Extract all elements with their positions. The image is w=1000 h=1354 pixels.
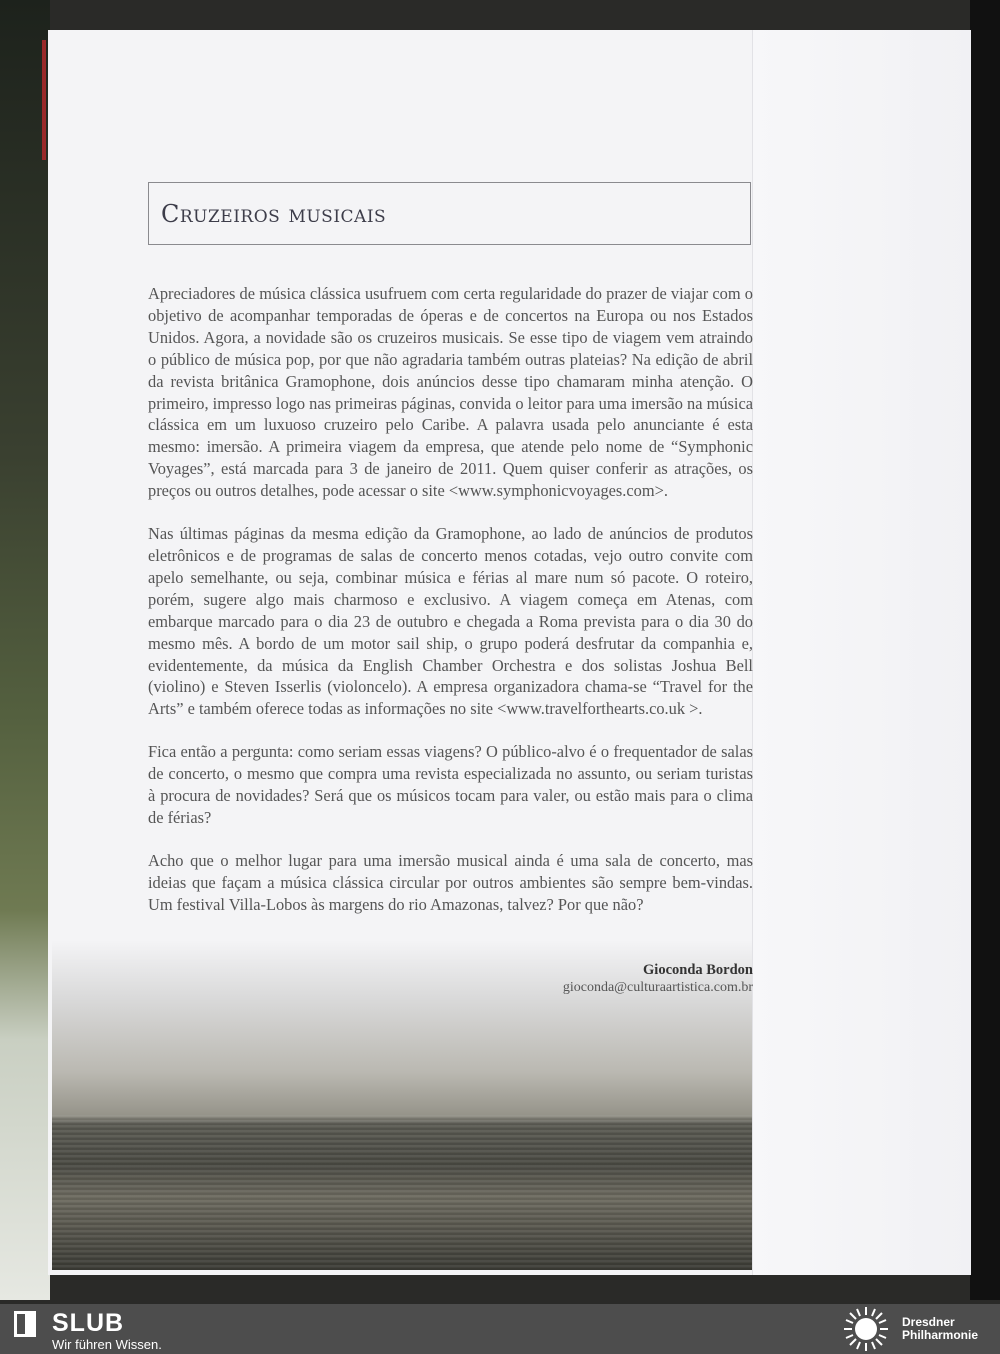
article-body <box>148 283 753 937</box>
left-page-edge <box>0 0 50 1300</box>
slub-logo-icon <box>14 1311 36 1337</box>
paragraph-4: Acho que o melhor lugar para uma imersão musical ainda é uma sala de concerto, mas ideias que façam a música clássica circular por outros ambientes são sempre bem-vindas. Um festival Villa-Lobos às margens do rio Amazonas, talvez? Por que não? <box>148 850 753 914</box>
partner-name[interactable] <box>902 1316 978 1342</box>
partner-name-line1: Dresdner <box>902 1315 955 1329</box>
slub-tagline: Wir führen Wissen. <box>52 1337 162 1352</box>
partner-name-line2: Philharmonie <box>902 1328 979 1342</box>
paragraph-2: Nas últimas páginas da mesma edição da Gramophone, ao lado de anúncios de produtos eletrônicos e de programas de salas de concerto menos cotadas, vejo outro convite com apelo semelhante, ou seja, combinar música e férias al mare num só pacote. O roteiro, porém, sugere algo mais charmoso e exclusivo. A viagem começa em Atenas, com embarque marcado para o dia 23 de outubro e chegada a Roma prevista para o dia 30 do mesmo mês. A bordo de um motor sail ship, o grupo poderá desfrutar da companhia e, evidentemente, da música da English Chamber Orchestra e dos solistas Joshua Bell (violino) e Steven Isserlis (violoncelo). A empresa organizadora chama-se “Travel for the Arts” e também oferece todas as informações no site <www.travelforthearts.co.uk >. <box>148 524 753 719</box>
slub-name[interactable]: SLUB <box>52 1309 125 1337</box>
author-email: gioconda@culturaartistica.com.br <box>562 980 753 995</box>
page-fold <box>752 30 971 1275</box>
article-title: Cruzeiros musicais <box>161 199 387 228</box>
author-name: Gioconda Bordon <box>643 962 753 978</box>
paragraph-3: Fica então a pergunta: como seriam essas viagens? O público-alvo é o frequentador de salas de concerto, o mesmo que compra uma revista especializada no assunto, ou seriam turistas à procura de novidades? Será que os músicos tocam para valer, ou estão mais para o clima de férias? <box>148 742 753 827</box>
signature <box>440 961 753 997</box>
dresdner-philharmonie-logo-icon <box>842 1305 890 1353</box>
binding-stripe <box>42 40 46 160</box>
paragraph-1: Apreciadores de música clássica usufruem com certa regularidade do prazer de viajar com o objetivo de acompanhar temporadas de óperas e de concertos na Europa ou nos Estados Unidos. Agora, a novidade são os cruzeiros musicais. Se esse tipo de viagem vem atraindo o público de música pop, por que não agradaria também outras plateias? Na edição de abril da revista britânica Gramophone, dois anúncios desse tipo chamaram minha atenção. O primeiro, impresso logo nas primeiras páginas, convida o leitor para uma imersão na música clássica em um luxuoso cruzeiro pelo Caribe. A palavra usada pelo anunciante é esta mesmo: imersão. A primeira viagem da empresa, que atende pelo nome de “Symphonic Voyages”, está marcada para 3 de janeiro de 2011. Quem quiser conferir as atrações, os preços ou outros detalhes, pode acessar o site <www.symphonicvoyages.com>. <box>148 284 753 501</box>
scan-background-right <box>970 0 1000 1300</box>
title-box <box>148 182 751 245</box>
